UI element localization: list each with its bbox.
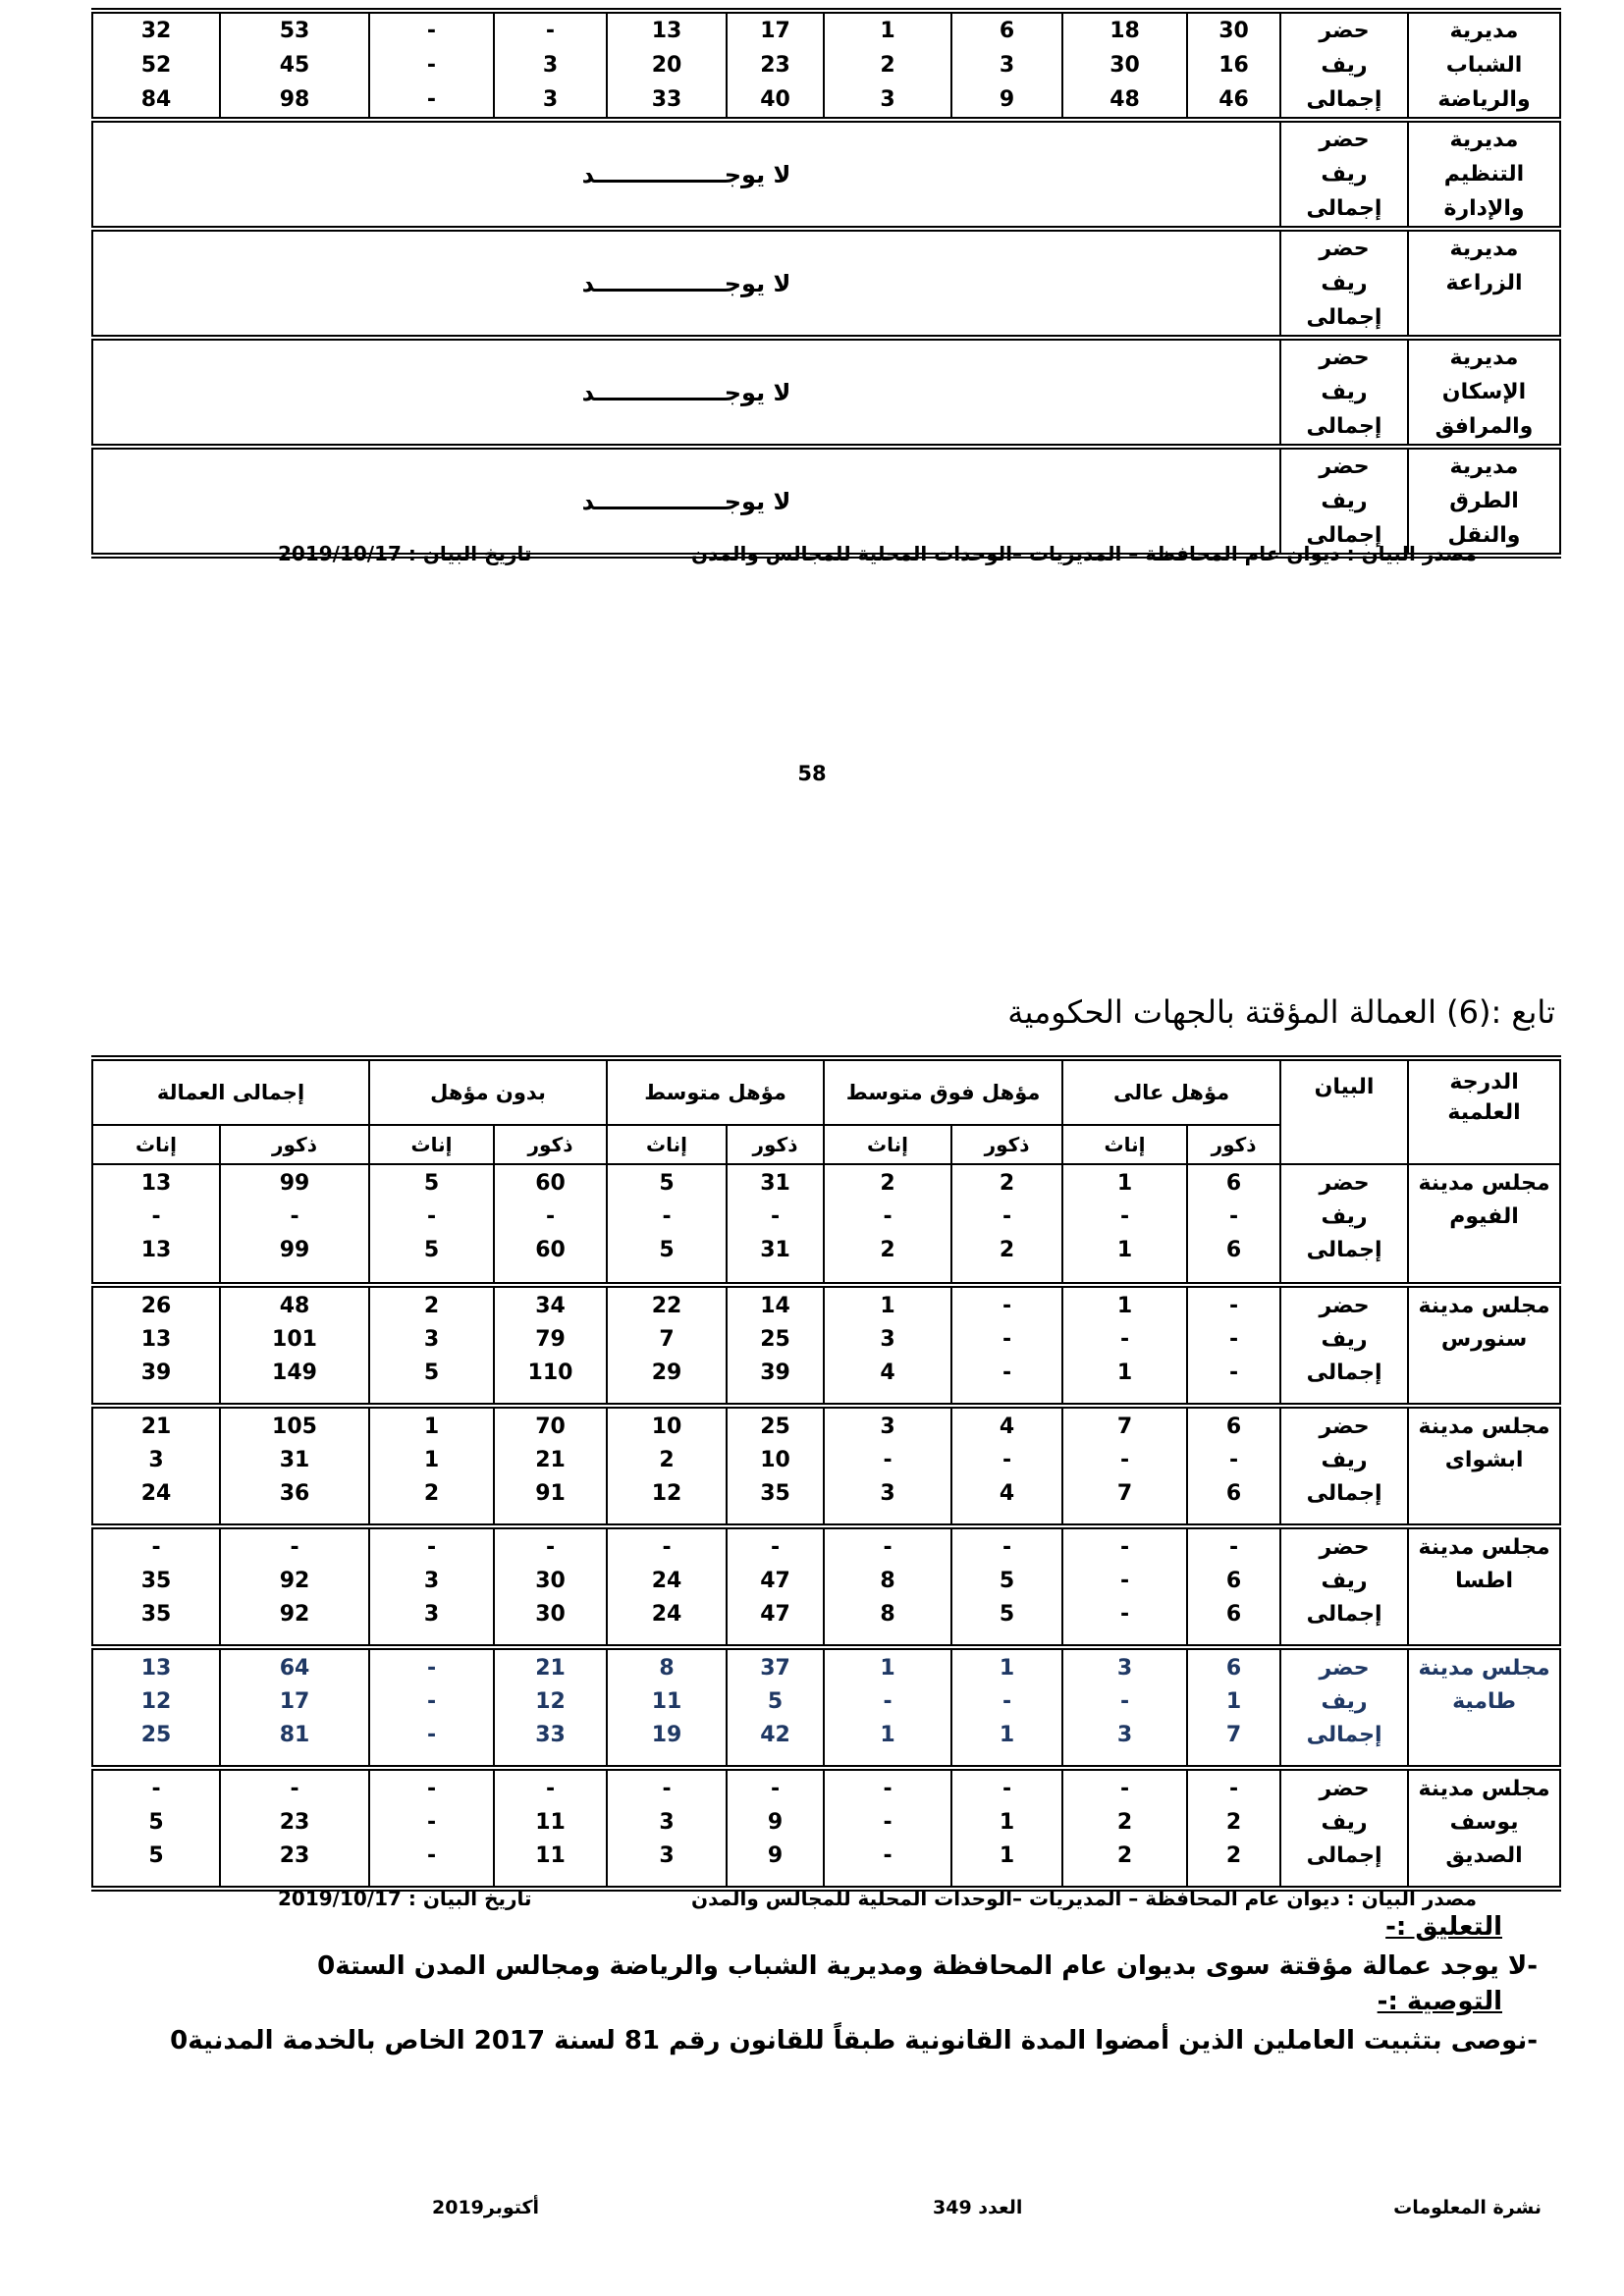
value-cell: - 8 8 <box>824 1526 951 1647</box>
table-block-row <box>92 1768 1560 1889</box>
recommendation-heading: التوصية :- <box>1377 1987 1502 2016</box>
value-cell: 30 16 46 <box>1187 11 1280 120</box>
value-cell: 8 11 19 <box>607 1647 727 1768</box>
table-block-row <box>92 1285 1560 1406</box>
value-cell: 1 - 1 <box>951 1647 1062 1768</box>
row-labels-cell: حضر ريف إجمالى <box>1280 229 1408 338</box>
table-block-row <box>92 1406 1560 1526</box>
value-cell: 37 5 42 <box>727 1647 824 1768</box>
value-cell: 31 - 31 <box>727 1164 824 1285</box>
value-cell: - 92 92 <box>220 1526 369 1647</box>
gender-subheader: إناث <box>92 1125 220 1164</box>
value-cell: 64 17 81 <box>220 1647 369 1768</box>
value-cell: 25 10 35 <box>727 1406 824 1526</box>
footer-bulletin-name: نشرة المعلومات <box>1393 2197 1542 2218</box>
entity-name-cell: مجلس مدينة ابشواى <box>1408 1406 1560 1526</box>
value-cell: 1 2 3 <box>824 11 951 120</box>
comment-line: -لا يوجد عمالة مؤقتة سوى بديوان عام المحافظة ومديرية الشباب والرياضة ومجالس المدن الستة0 <box>317 1951 1538 1981</box>
row-labels-cell: حضر ريف إجمالى <box>1280 1406 1408 1526</box>
value-cell: - - - <box>824 1768 951 1889</box>
page-number: 58 <box>797 762 827 785</box>
value-cell: - 2 2 <box>1187 1768 1280 1889</box>
comment-heading: التعليق :- <box>1385 1912 1502 1942</box>
gender-subheader: ذكور <box>494 1125 607 1164</box>
value-cell: 105 31 36 <box>220 1406 369 1526</box>
city-councils-temporary-employment-table <box>91 1055 1561 1892</box>
value-cell: 7 - 7 <box>1062 1406 1187 1526</box>
entity-name-cell: مجلس مدينة يوسف الصديق <box>1408 1768 1560 1889</box>
value-cell: 53 45 98 <box>220 11 369 120</box>
directorates-temporary-employment-table <box>91 8 1561 559</box>
value-cell: - - - <box>369 1768 494 1889</box>
entity-name-cell: مجلس مدينة سنورس <box>1408 1285 1560 1406</box>
gender-subheader: ذكور <box>1187 1125 1280 1164</box>
bayan-header-cell: البيان <box>1280 1058 1408 1164</box>
qualification-group-header: بدون مؤهل <box>369 1058 607 1125</box>
entity-name-cell: مجلس مدينة الفيوم <box>1408 1164 1560 1285</box>
table2-source-text: مصدر البيان : ديوان عام المحافظة – المديريات –الوحدات المحلية للمجالس والمدن <box>691 1887 1477 1910</box>
value-cell: 3 - 3 <box>1062 1647 1187 1768</box>
no-data-cell: لا يوجــــــــــــــــد <box>92 229 1280 338</box>
value-cell: - - - <box>369 1647 494 1768</box>
qualification-group-header: إجمالى العمالة <box>92 1058 369 1125</box>
gender-subheader: إناث <box>1062 1125 1187 1164</box>
row-labels-cell: حضر ريف إجمالى <box>1280 1285 1408 1406</box>
row-labels-cell: حضر ريف إجمالى <box>1280 1647 1408 1768</box>
value-cell: 13 12 25 <box>92 1647 220 1768</box>
table-block-row <box>92 1164 1560 1285</box>
no-data-cell: لا يوجــــــــــــــــد <box>92 447 1280 556</box>
value-cell: - 3 3 <box>494 11 607 120</box>
value-cell: 5 - 5 <box>369 1164 494 1285</box>
row-labels-cell: حضر ريف إجمالى <box>1280 447 1408 556</box>
header-groups-row <box>92 1058 1560 1125</box>
value-cell: 1 3 4 <box>824 1285 951 1406</box>
value-cell: 2 - 2 <box>951 1164 1062 1285</box>
table-block-row <box>92 338 1560 447</box>
value-cell: 18 30 48 <box>1062 11 1187 120</box>
value-cell: 3 - 3 <box>824 1406 951 1526</box>
gender-subheader: ذكور <box>220 1125 369 1164</box>
value-cell: 13 20 33 <box>607 11 727 120</box>
value-cell: - 9 9 <box>727 1768 824 1889</box>
value-cell: 6 - 6 <box>1187 1164 1280 1285</box>
entity-name-cell: مجلس مدينة طامية <box>1408 1647 1560 1768</box>
table1-source-line <box>0 542 1624 575</box>
table1-source-text: مصدر البيان : ديوان عام المحافظة – المديريات –الوحدات المحلية للمجالس والمدن <box>691 542 1477 565</box>
table-block-row <box>92 447 1560 556</box>
value-cell: - 47 47 <box>727 1526 824 1647</box>
gender-subheader: ذكور <box>951 1125 1062 1164</box>
value-cell: 34 79 110 <box>494 1285 607 1406</box>
value-cell: 99 - 99 <box>220 1164 369 1285</box>
value-cell: - 2 2 <box>1062 1768 1187 1889</box>
entity-name-cell: مجلس مدينة اطسا <box>1408 1526 1560 1647</box>
table2-date-text: تاريخ البيان : 2019/10/17 <box>278 1887 532 1910</box>
table-block-row <box>92 1647 1560 1768</box>
value-cell: 13 - 13 <box>92 1164 220 1285</box>
value-cell: - 23 23 <box>220 1768 369 1889</box>
gender-subheader: ذكور <box>727 1125 824 1164</box>
row-labels-cell: حضر ريف إجمالى <box>1280 1164 1408 1285</box>
value-cell: - 3 3 <box>369 1526 494 1647</box>
value-cell: 21 3 24 <box>92 1406 220 1526</box>
value-cell: - - - <box>1187 1285 1280 1406</box>
degree-header-cell: الدرجة العلمية <box>1408 1058 1560 1164</box>
table-block-row <box>92 11 1560 120</box>
value-cell: 48 101 149 <box>220 1285 369 1406</box>
entity-name-cell: مديرية الزراعة <box>1408 229 1560 338</box>
table1-date-text: تاريخ البيان : 2019/10/17 <box>278 542 532 565</box>
entity-name-cell: مديرية الشباب والرياضة <box>1408 11 1560 120</box>
value-cell: - 1 1 <box>951 1768 1062 1889</box>
row-labels-cell: حضر ريف إجمالى <box>1280 120 1408 229</box>
value-cell: - - - <box>951 1285 1062 1406</box>
value-cell: 60 - 60 <box>494 1164 607 1285</box>
value-cell: 70 21 91 <box>494 1406 607 1526</box>
value-cell: 2 3 5 <box>369 1285 494 1406</box>
value-cell: 1 - 1 <box>1062 1285 1187 1406</box>
value-cell: 32 52 84 <box>92 11 220 120</box>
row-labels-cell: حضر ريف إجمالى <box>1280 1768 1408 1889</box>
value-cell: - 3 3 <box>607 1768 727 1889</box>
value-cell: 1 1 2 <box>369 1406 494 1526</box>
entity-name-cell: مديرية الإسكان والمرافق <box>1408 338 1560 447</box>
value-cell: - 5 5 <box>92 1768 220 1889</box>
value-cell: 1 - 1 <box>824 1647 951 1768</box>
qualification-group-header: مؤهل فوق متوسط <box>824 1058 1062 1125</box>
table-block-row <box>92 229 1560 338</box>
entity-name-cell: مديرية الطرق والنقل <box>1408 447 1560 556</box>
gender-subheader: إناث <box>607 1125 727 1164</box>
gender-subheader: إناث <box>369 1125 494 1164</box>
entity-name-cell: مديرية التنظيم والإدارة <box>1408 120 1560 229</box>
recommendation-line: -نوصى بتثبيت العاملين الذين أمضوا المدة القانونية طبقاً للقانون رقم 81 لسنة 2017 الخاص بالخدمة المدنية0 <box>170 2026 1538 2056</box>
qualification-group-header: مؤهل عالى <box>1062 1058 1280 1125</box>
table-block-row <box>92 1526 1560 1647</box>
footer-issue-number: العدد 349 <box>933 2197 1023 2218</box>
value-cell: 6 3 9 <box>951 11 1062 120</box>
footer-month: أكتوبر2019 <box>432 2197 540 2218</box>
row-labels-cell: حضر ريف إجمالى <box>1280 1526 1408 1647</box>
value-cell: - 35 35 <box>92 1526 220 1647</box>
value-cell: 6 - 6 <box>1187 1406 1280 1526</box>
value-cell: - 24 24 <box>607 1526 727 1647</box>
value-cell: 1 - 1 <box>1062 1164 1187 1285</box>
page-footer <box>0 2197 1624 2226</box>
value-cell: 10 2 12 <box>607 1406 727 1526</box>
value-cell: - 6 6 <box>1187 1526 1280 1647</box>
row-labels-cell: حضر ريف إجمالى <box>1280 11 1408 120</box>
value-cell: - 11 11 <box>494 1768 607 1889</box>
value-cell: - 5 5 <box>951 1526 1062 1647</box>
value-cell: 5 - 5 <box>607 1164 727 1285</box>
value-cell: 4 - 4 <box>951 1406 1062 1526</box>
table2-source-line <box>0 1887 1624 1920</box>
table2-title: تابع :(6) العمالة المؤقتة بالجهات الحكومية <box>1007 993 1555 1031</box>
value-cell: 21 12 33 <box>494 1647 607 1768</box>
value-cell: - - - <box>369 11 494 120</box>
gender-subheader: إناث <box>824 1125 951 1164</box>
no-data-cell: لا يوجــــــــــــــــد <box>92 120 1280 229</box>
qualification-group-header: مؤهل متوسط <box>607 1058 824 1125</box>
value-cell: - - - <box>1062 1526 1187 1647</box>
value-cell: 22 7 29 <box>607 1285 727 1406</box>
no-data-cell: لا يوجــــــــــــــــد <box>92 338 1280 447</box>
value-cell: 17 23 40 <box>727 11 824 120</box>
table-block-row <box>92 120 1560 229</box>
value-cell: 14 25 39 <box>727 1285 824 1406</box>
value-cell: 26 13 39 <box>92 1285 220 1406</box>
value-cell: 6 1 7 <box>1187 1647 1280 1768</box>
value-cell: - 30 30 <box>494 1526 607 1647</box>
value-cell: 2 - 2 <box>824 1164 951 1285</box>
row-labels-cell: حضر ريف إجمالى <box>1280 338 1408 447</box>
